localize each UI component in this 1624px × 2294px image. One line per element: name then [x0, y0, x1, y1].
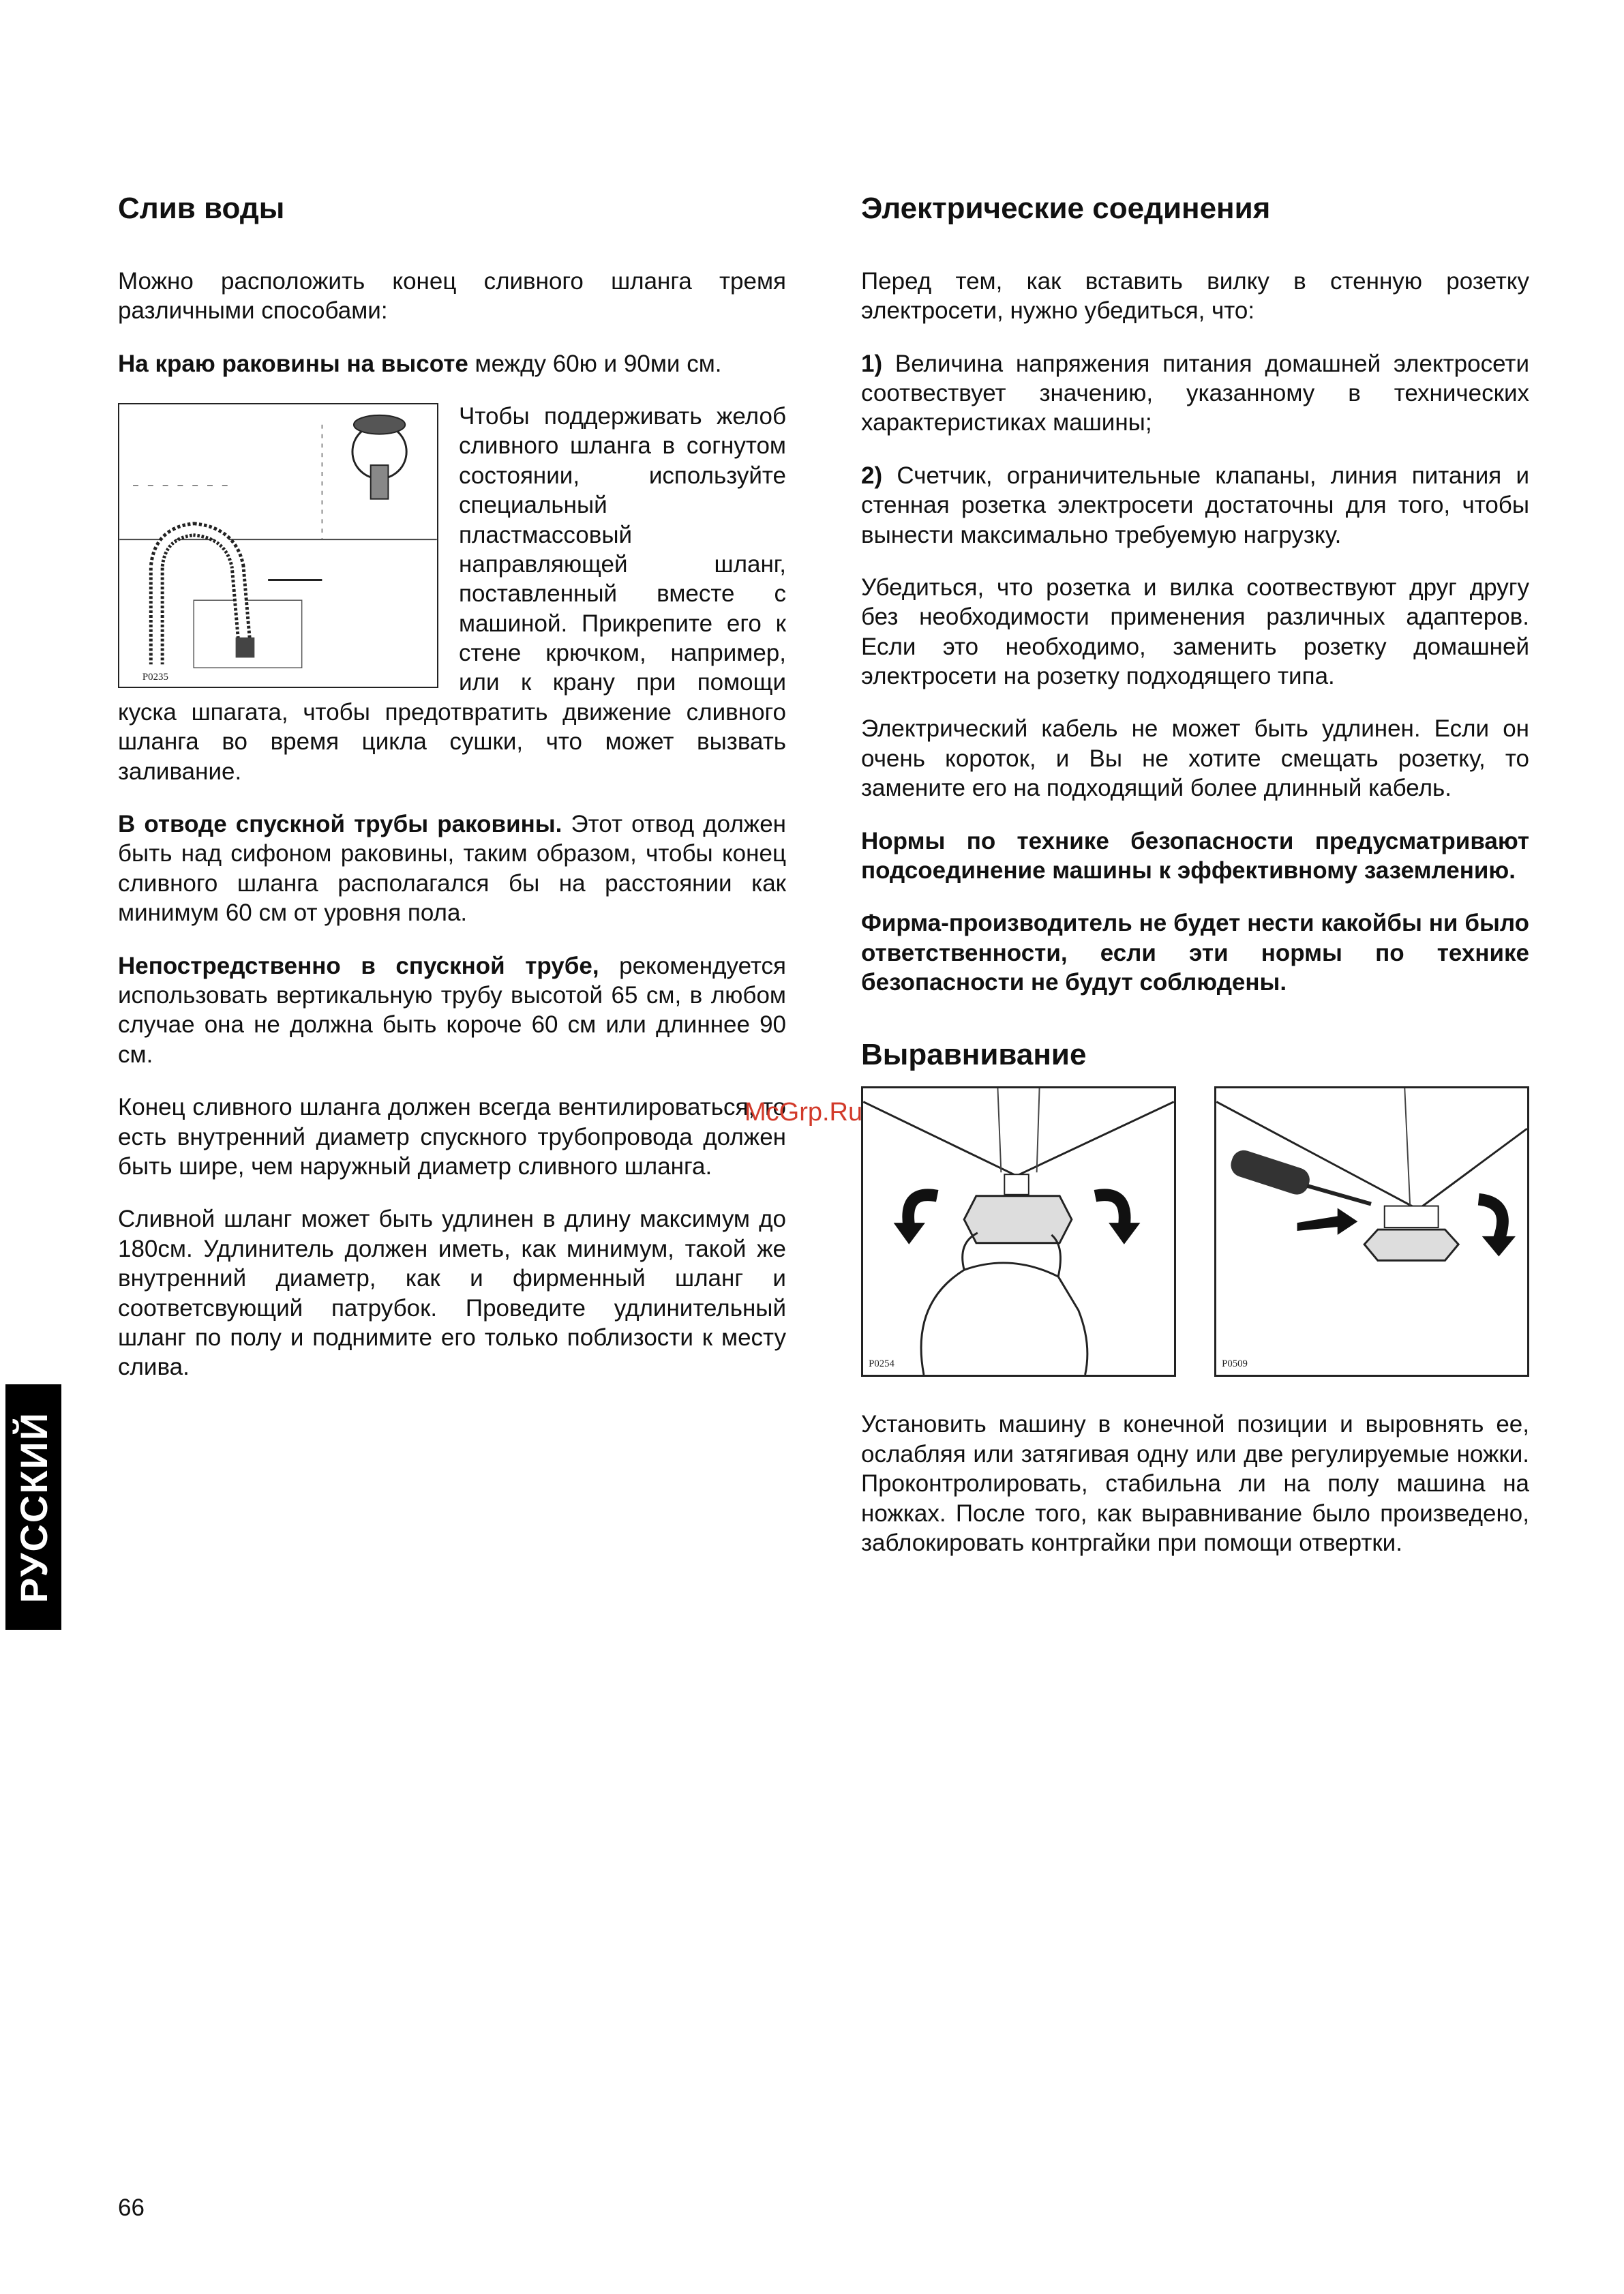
- drain-intro: Можно расположить конец сливного шланга тремя различными способами:: [118, 267, 786, 325]
- page-number: 66: [118, 2194, 145, 2221]
- direct-paragraph: [118, 951, 786, 1070]
- hose-guide-drawing: [119, 404, 437, 687]
- safety-paragraph: [861, 826, 1529, 886]
- leveling-hand-illustration: [861, 1086, 1176, 1377]
- electric-title: Электрические соединения: [861, 192, 1271, 225]
- hose-guide-illustration: [118, 403, 438, 688]
- sink-edge-text: между 60ю и 90ми см.: [468, 350, 722, 377]
- left-column: [118, 184, 786, 1405]
- leveling-screwdriver-drawing: [1216, 1088, 1527, 1375]
- vent-paragraph: Конец сливного шланга должен всегда вентилироваться, то есть внутренний диаметр спускного трубопровода должен быть шире, чем наружный диаметр сливного шланга.: [118, 1094, 786, 1180]
- language-side-tab: [5, 1384, 61, 1630]
- fig-code-p0235: P0235: [142, 672, 168, 683]
- leveling-hand-drawing: [863, 1088, 1174, 1375]
- item-1-text: Величина напряжения питания домашней электросети соотвествует значению, указанному в технических характеристиках машины;: [861, 350, 1529, 436]
- item-2-number: 2): [861, 462, 883, 489]
- hose-guide-paragraph: Чтобы поддерживать желоб сливного шланга в согнутом состоянии, используйте специальный пластмассовый направляющей шланг, поставленный вместе с машиной. Прикрепите его к стене крючком, например, или к крану при помощи куска шпагата, чтобы предотвратить движение сливного шланга во время цикла сушки, что может вызвать заливание.: [118, 402, 786, 785]
- liability-paragraph: [861, 908, 1529, 997]
- safety-bold: Нормы по технике безопасности предусматривают подсоединение машины к эффективному заземлению.: [861, 827, 1529, 884]
- electric-intro: Перед тем, как вставить вилку в стенную розетку электросети, нужно убедиться, что:: [861, 267, 1529, 325]
- branch-bold: В отводе спускной трубы раковины.: [118, 811, 562, 838]
- drain-title: Слив воды: [118, 192, 285, 225]
- leveling-title: Выравнивание: [861, 1037, 1087, 1071]
- branch-text: Этот отвод должен быть над сифоном раковины, таким образом, чтобы конец сливного шланга располагался бы на расстоянии как минимум 60 см от уровня пола.: [118, 811, 786, 927]
- sink-edge-paragraph: [118, 349, 786, 378]
- leveling-screwdriver-illustration: [1214, 1086, 1529, 1377]
- direct-text: рекомендуется использовать вертикальную трубу высотой 65 см, в любом случае она не должна быть короче 60 см или длиннее 90 см.: [118, 952, 787, 1068]
- extend-paragraph: Сливной шланг может быть удлинен в длину максимум до 180см. Удлинитель должен иметь, как минимум, такой же внутренний диаметр, как и фирменный шланг и соответсвующий патрубок. Проведите удлинительный шланг по полу и поднимите его только поблизости к месту слива.: [118, 1206, 786, 1381]
- plug-paragraph: Убедиться, что розетка и вилка соотвествуют друг другу без необходимости применения различных адаптеров. Если это необходимо, заменить розетку домашней электросети на розетку подходящего типа.: [861, 574, 1529, 690]
- fig-code-p0509: P0509: [1222, 1358, 1248, 1370]
- fig-code-p0254: P0254: [869, 1358, 894, 1370]
- liability-bold: Фирма-производитель не будет нести какойбы ни было ответственности, если эти нормы по технике безопасности не будут соблюдены.: [861, 910, 1529, 996]
- sink-edge-bold: На краю раковины на высоте: [118, 350, 468, 377]
- item-1-number: 1): [861, 350, 883, 377]
- item-2: [861, 461, 1529, 550]
- cable-paragraph: Электрический кабель не может быть удлинен. Если он очень короток, и Вы не хотите смещать розетку, то замените его на подходящий более длинный кабель.: [861, 715, 1529, 802]
- leveling-paragraph: Установить машину в конечной позиции и выровнять ее, ослабляя или затягивая одну или две регулируемые ножки. Проконтролировать, стабильна ли на полу машина на ножках. После того, как выравнивание было произведено, заблокировать контргайки при помощи отвертки.: [861, 1411, 1529, 1556]
- language-label: РУССКИЙ: [12, 1411, 55, 1603]
- leveling-figures: [861, 1086, 1529, 1377]
- item-2-text: Счетчик, ограничительные клапаны, линия питания и стенная розетка электросети достаточны для того, чтобы вынести максимально требуемую нагрузку.: [861, 462, 1529, 548]
- right-column: [861, 184, 1529, 1581]
- direct-bold: Непостредственно в спускной трубе,: [118, 952, 599, 979]
- item-1: [861, 349, 1529, 438]
- branch-paragraph: [118, 809, 786, 928]
- watermark: McGrp.Ru: [745, 1098, 863, 1127]
